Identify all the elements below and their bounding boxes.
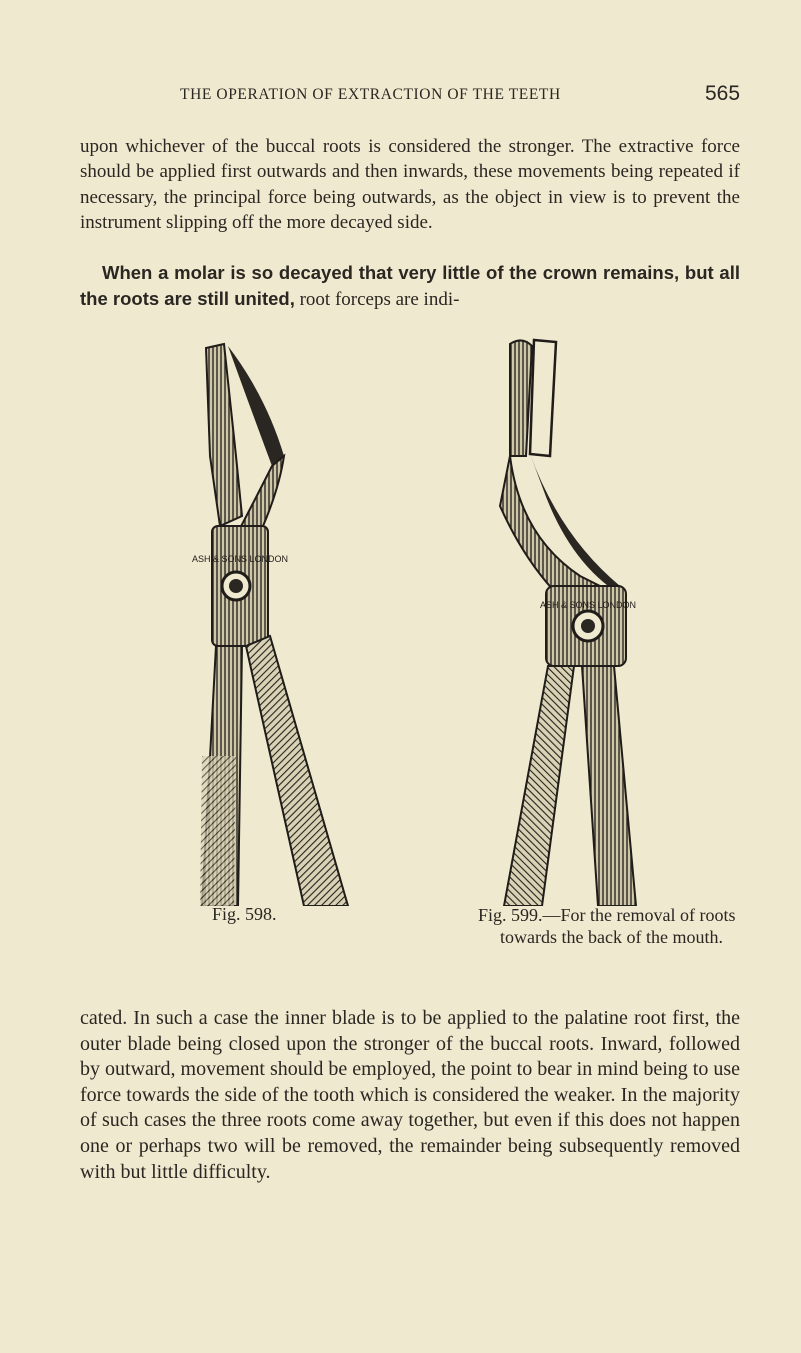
paragraph-1: [80, 134, 740, 236]
page-header: [0, 84, 801, 108]
figure-598-caption: Fig. 598.: [212, 904, 277, 924]
paragraph-2-rest: root forceps are indi-: [294, 289, 460, 311]
paragraph-1-text: upon whichever of the buccal roots is considered the stronger. The extractive force should be applied first outwards and then inwards, these movements being repeated if necessary, the principal force being outwards, as the object in view is to prevent the instrument slipping off the more decayed side.: [80, 136, 740, 234]
paragraph-2: [80, 260, 740, 313]
paragraph-2-bold: When a molar is so decayed that very little of the crown remains, but all the roots are still united,: [80, 262, 740, 310]
figure-599-caption-line2: towards the back of the mouth.: [500, 927, 723, 947]
fig-598-stamp-text: ASH & SONS LONDON: [191, 554, 289, 564]
figure-599-caption: [478, 904, 768, 948]
figure-599-caption-line1: Fig. 599.—For the removal of roots: [478, 905, 736, 925]
paragraph-3-text: cated. In such a case the inner blade is to be applied to the palatine root first, the outer blade being closed upon the stronger of the buccal roots. Inward, followed by outward, movement should be employed, the point to bear in mind being to use force towards the side of the tooth which is considered the weaker. In the majority of such cases the three roots come away together, but even if this does not happen one or perhaps two will be removed, the remainder being subsequently removed with but little difficulty.: [80, 1007, 740, 1183]
paragraph-3: [80, 1006, 740, 1185]
fig-599-stamp-text: ASH & SONS LONDON: [539, 600, 637, 610]
page-number: 565: [705, 82, 741, 105]
running-head: THE OPERATION OF EXTRACTION OF THE TEETH: [180, 86, 561, 103]
figure-598-forceps-illustration: [176, 336, 366, 906]
figure-599-root-forceps-illustration: [470, 336, 650, 906]
